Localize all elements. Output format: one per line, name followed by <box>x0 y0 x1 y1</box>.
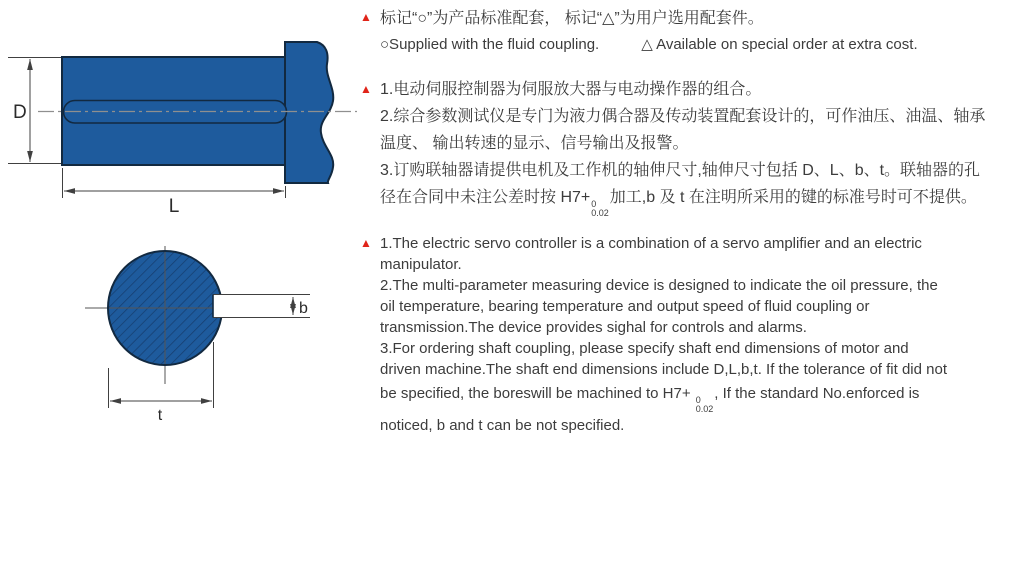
note-line: noticed, b and t can be not specified. <box>380 416 625 434</box>
chinese-notes-block <box>360 76 985 219</box>
note-line: 3.订购联轴器请提供电机及工作机的轴伸尺寸,轴伸尺寸包括 D、L、b、t。联轴器的孔 <box>380 162 981 179</box>
dim-label-b: b <box>299 300 308 317</box>
legend-supplied-text: ○Supplied with the fluid coupling. <box>380 36 600 53</box>
note-line: 温度、 输出转速的显示、信号输出及报警。 <box>380 135 689 152</box>
dimension-d <box>8 58 61 164</box>
technical-drawings <box>0 0 360 430</box>
shaft-cross-section <box>85 246 310 424</box>
note-line: 1.The electric servo controller is a combination of a servo amplifier and an electric <box>380 235 922 252</box>
note-line-tolerance: 径在合同中未注公差时按 H7+ 0 0.02 加工,b 及 t 在注明所采用的键的标准号时可不提供。 <box>380 189 977 219</box>
dimension-l <box>63 168 286 217</box>
triangle-marker-icon: ▲ <box>360 10 372 24</box>
legend-cn-text: 标记“○”为产品标准配套， 标记“△”为用户选用配套件。 <box>380 10 764 27</box>
legend-en-row <box>380 35 918 55</box>
dim-label-t: t <box>157 407 163 424</box>
shaft-hub-break <box>285 42 333 183</box>
note-line: 2.综合参数测试仪是专门为液力偶合器及传动装置配套设计的，可作油压、油温、轴承 <box>380 108 986 125</box>
note-line: manipulator. <box>380 256 462 273</box>
note-line: 2.The multi-parameter measuring device is designed to indicate the oil pressure, the <box>380 277 938 294</box>
keyway-notch <box>213 295 310 318</box>
note-line: 1.电动伺服控制器为伺服放大器与电动操作器的组合。 <box>380 81 762 98</box>
triangle-marker-icon: ▲ <box>360 236 372 250</box>
legend-block <box>360 8 918 55</box>
note-line: 3.For ordering shaft coupling, please specify shaft end dimensions of motor and <box>380 340 909 357</box>
tolerance-stack: 0 0.02 <box>591 199 609 219</box>
triangle-marker-icon: ▲ <box>360 82 372 96</box>
legend-optional-text: △ Available on special order at extra cost. <box>641 36 918 53</box>
note-line: transmission.The device provides sighal for controls and alarms. <box>380 319 807 336</box>
dim-label-d: D <box>13 102 27 123</box>
shaft-side-view <box>8 42 357 217</box>
note-line: oil temperature, bearing temperature and output speed of fluid coupling or <box>380 298 870 315</box>
english-notes-block <box>360 233 947 436</box>
dim-label-l: L <box>168 196 180 217</box>
note-line-tolerance: be specified, the boreswill be machined to H7+ 0 0.02 , If the standard No.enforced is <box>380 385 920 415</box>
note-line: driven machine.The shaft end dimensions include D,L,b,t. If the tolerance of fit did not <box>380 361 947 378</box>
tolerance-stack: 0 0.02 <box>695 395 714 415</box>
